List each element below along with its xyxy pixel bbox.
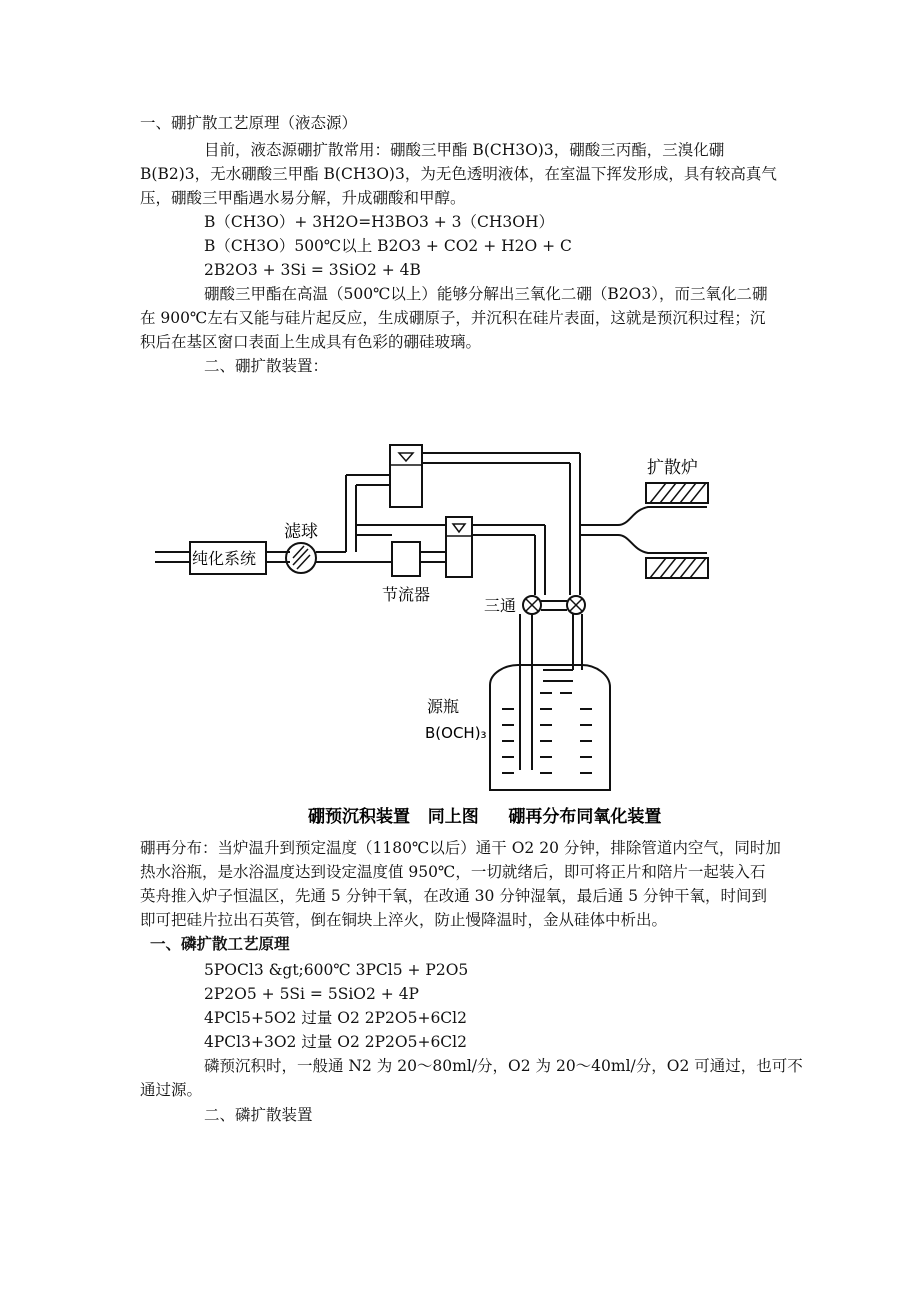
- filter-ball: [286, 543, 316, 573]
- equation-3: 2B2O3 + 3Si = 3SiO2 + 4B: [204, 261, 421, 279]
- section2-para-line2: 通过源。: [140, 1081, 203, 1099]
- furnace-tube-bottom: [618, 535, 707, 553]
- furnace-tube-top: [618, 507, 707, 525]
- flowmeter-top: [390, 445, 422, 507]
- source-bottle: [490, 665, 610, 790]
- section1-heading: 一、硼扩散工艺原理（液态源）: [140, 114, 358, 132]
- boron-diffusion-apparatus-diagram: [140, 425, 740, 835]
- flowmeter-middle: [446, 517, 472, 577]
- section1-para2-line1: 硼酸三甲酯在高温（500℃以上）能够分解出三氧化二硼（B2O3），而三氧化二硼: [204, 285, 768, 303]
- section2-equation-3: 4PCl5+5O2 过量 O2 2P2O5+6Cl2: [204, 1009, 467, 1027]
- section2-equation-4: 4PCl3+3O2 过量 O2 2P2O5+6Cl2: [204, 1033, 467, 1051]
- section1-para2-line3: 积后在基区窗口表面上生成具有色彩的硼硅玻璃。: [140, 333, 482, 351]
- section2-equation-2: 2P2O5 + 5Si = 5SiO2 + 4P: [204, 985, 419, 1003]
- section1-para1-line2: B(B2)3，无水硼酸三甲酯 B(CH3O)3，为无色透明液体，在室温下挥发形成，具有较高真气: [140, 165, 777, 183]
- label-throttle: 节流器: [382, 585, 431, 604]
- label-source-formula: B(OCH)₃: [425, 724, 487, 742]
- diagram-caption: 硼预沉积装置 同上图 硼再分布同氧化装置: [308, 807, 662, 827]
- para3-line1: 硼再分布：当炉温升到预定温度（1180℃以后）通干 O2 20 分钟，排除管道内空气，同时加: [140, 839, 781, 857]
- equation-1: B（CH3O）+ 3H2O=H3BO3 + 3（CH3OH）: [204, 213, 554, 231]
- section1-para1-line1: 目前，液态源硼扩散常用：硼酸三甲酯 B(CH3O)3，硼酸三丙酯，三溴化硼: [204, 141, 725, 159]
- label-filter: 滤球: [284, 522, 318, 542]
- label-tee: 三通: [484, 596, 517, 615]
- label-source-bottle: 源瓶: [427, 697, 460, 716]
- para3-line2: 热水浴瓶，是水浴温度达到设定温度值 950℃，一切就绪后，即可将正片和陪片一起装入石: [140, 863, 766, 881]
- section2-para-line1: 磷预沉积时，一般通 N2 为 20～80ml/分，O2 为 20～40ml/分，O2 可通过，也可不: [204, 1057, 803, 1075]
- para3-line3: 英舟推入炉子恒温区，先通 5 分钟干氧，在改通 30 分钟湿氧，最后通 5 分钟干氧，时间到: [140, 887, 768, 905]
- section2-equation-1: 5POCl3 &gt;600℃ 3PCl5 + P2O5: [204, 961, 469, 979]
- equation-2: B（CH3O）500℃以上 B2O3 + CO2 + H2O + C: [204, 237, 572, 255]
- liquid-level: [502, 693, 592, 773]
- section2-heading: 一、磷扩散工艺原理: [150, 934, 290, 953]
- label-purify: 纯化系统: [192, 549, 257, 568]
- para3-line4: 即可把硅片拉出石英管，倒在铜块上淬火，防止慢降温时，金从硅体中析出。: [140, 911, 668, 929]
- section1-para1-line3: 压，硼酸三甲酯遇水易分解，升成硼酸和甲醇。: [140, 189, 466, 207]
- section1-subheading: 二、硼扩散装置：: [204, 357, 329, 375]
- furnace-heaters: [646, 483, 708, 578]
- throttle-box: [392, 542, 420, 576]
- section2-subheading: 二、磷扩散装置: [204, 1106, 313, 1124]
- section1-para2-line2: 在 900℃左右又能与硅片起反应，生成硼原子，并沉积在硅片表面，这就是预沉积过程；沉: [140, 309, 766, 327]
- label-furnace: 扩散炉: [647, 458, 698, 478]
